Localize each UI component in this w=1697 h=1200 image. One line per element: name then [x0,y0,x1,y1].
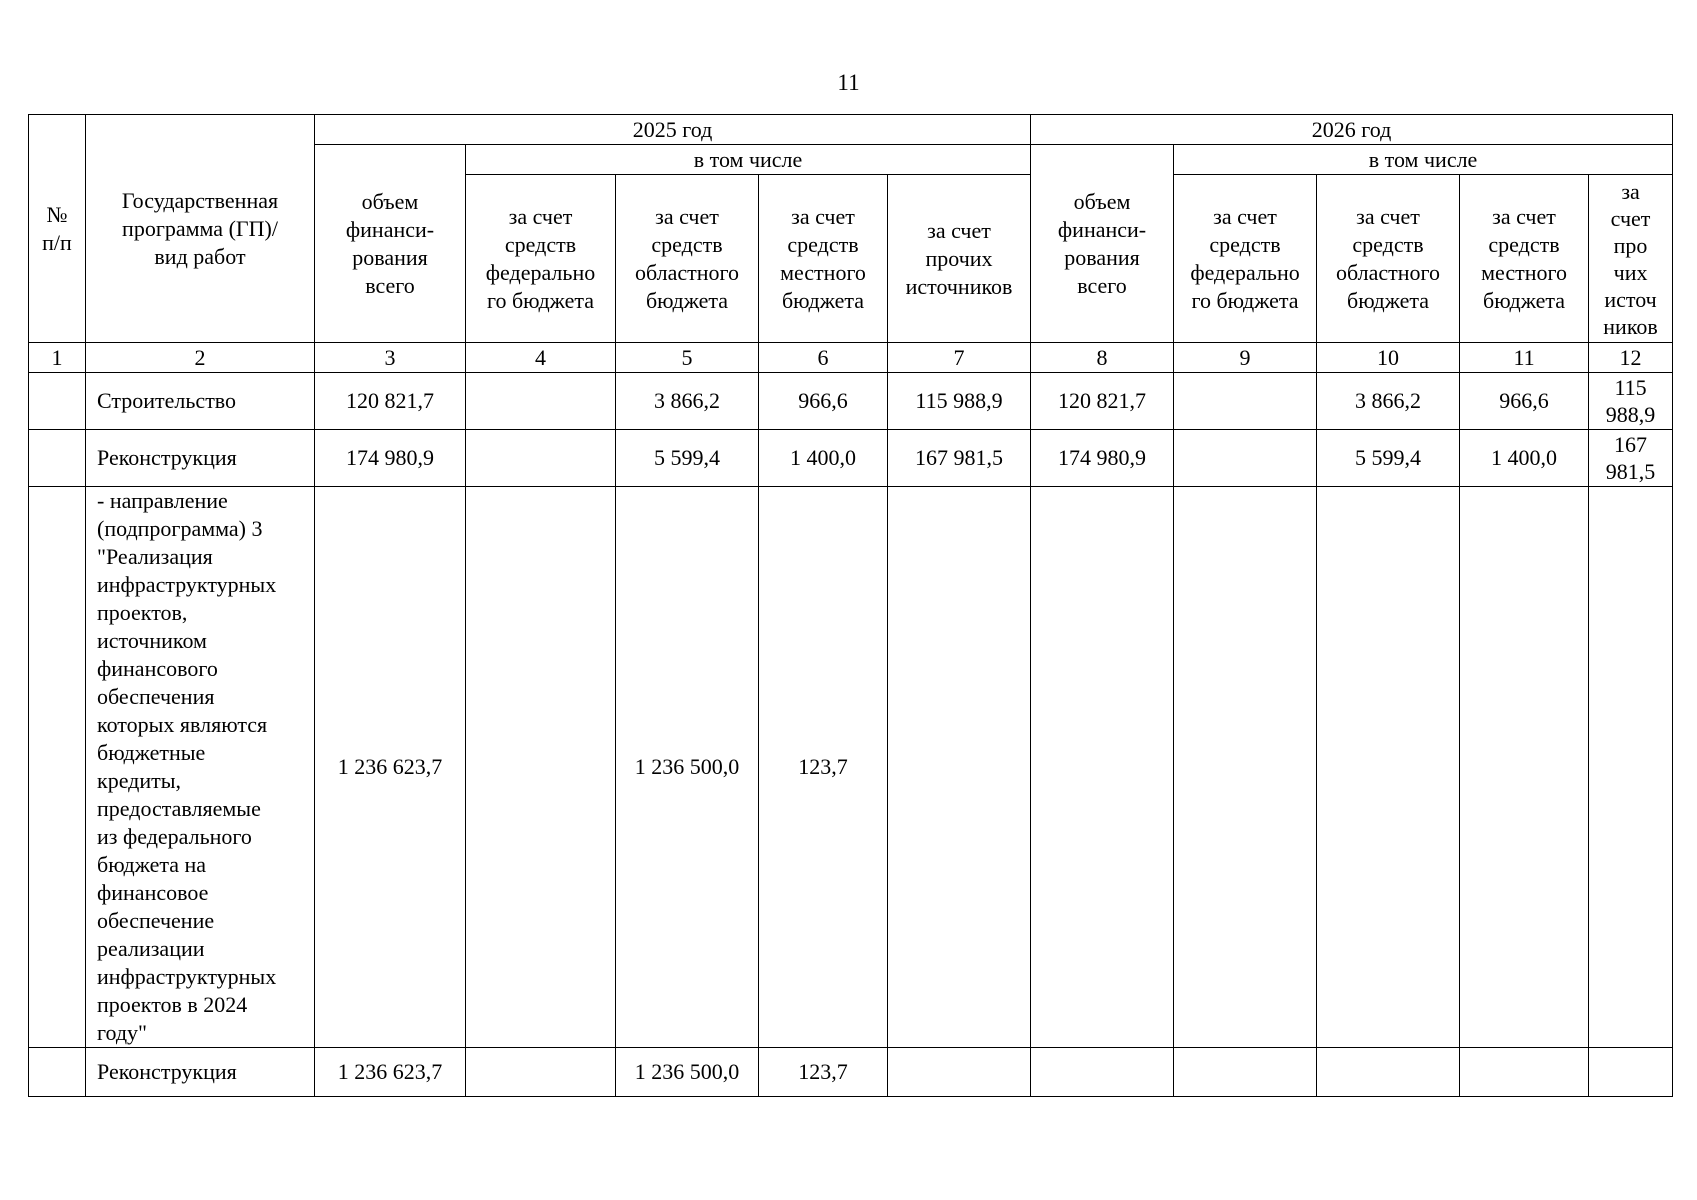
row-name-line: (подпрограмма) 3 [97,516,263,541]
row-name-line: "Реализация [97,544,213,569]
header-program-line: программа (ГП)/ [122,216,278,241]
header-federal-line: средств [504,231,577,257]
header-federal-line: федерально [1190,259,1300,285]
column-number: 2 [86,343,315,373]
row-name-line: проектов, [97,600,188,625]
header-other-line: про [1613,232,1648,258]
header-total-line: финанси- [1057,217,1147,242]
column-number: 8 [1031,343,1174,373]
header-federal-line: за счет [1213,203,1277,229]
row-name-cell: Реконструкция [86,1048,315,1097]
regional-2025-cell: 1 236 500,0 [616,1048,759,1097]
total-2025-cell: 1 236 623,7 [315,1048,466,1097]
row-name-cell [86,487,315,1048]
header-federal-2026 [1174,175,1317,343]
header-local-2026 [1460,175,1589,343]
federal-2025-cell [466,430,616,487]
header-program-cell [86,115,315,343]
header-local-2025 [759,175,888,343]
header-other-line: источников [905,273,1013,299]
header-regional-line: за счет [1356,203,1420,229]
table-row [29,430,1673,487]
header-total-line: всего [1077,273,1127,298]
header-federal-line: федерально [485,259,596,285]
other-2026-cell [1589,430,1673,487]
header-regional-line: бюджета [645,287,729,313]
column-number: 10 [1317,343,1460,373]
row-num-cell [29,487,86,1048]
column-number-row [29,343,1673,373]
header-regional-line: бюджета [1347,287,1430,313]
header-total-line: рования [352,245,428,270]
header-local-line: средств [787,231,859,257]
header-total-line: рования [1064,245,1140,270]
header-total-line: объем [1073,189,1131,214]
header-program-line: вид работ [154,244,246,269]
other-2026-line: 115 [1614,375,1647,400]
other-2026-cell [1589,487,1673,1048]
local-2026-cell [1460,1048,1589,1097]
regional-2025-cell: 5 599,4 [616,430,759,487]
row-num-cell [29,430,86,487]
column-number: 4 [466,343,616,373]
total-2026-cell [1031,1048,1174,1097]
header-total-line: финанси- [345,217,435,242]
total-2025-cell: 1 236 623,7 [315,487,466,1048]
row-name-line: году" [97,1020,148,1045]
header-local-line: местного [1481,259,1567,285]
other-2026-cell [1589,373,1673,430]
total-2026-cell: 174 980,9 [1031,430,1174,487]
column-number: 12 [1589,343,1673,373]
header-num-line: п/п [42,229,72,255]
header-local-line: средств [1488,231,1560,257]
total-2026-cell: 120 821,7 [1031,373,1174,430]
local-2025-cell: 123,7 [759,487,888,1048]
header-local-line: местного [780,259,866,285]
other-2026-line: 988,9 [1605,402,1656,427]
header-row-years [29,115,1673,145]
other-2026-line: 981,5 [1605,459,1656,484]
row-num-cell [29,1048,86,1097]
row-name-line: финансовое [97,880,209,905]
row-name-line: инфраструктурных [97,964,277,989]
header-other-line: чих [1613,259,1648,285]
header-regional-2025 [616,175,759,343]
header-other-line: ников [1603,313,1658,339]
header-local-line: за счет [1492,203,1556,229]
other-2025-cell [888,487,1031,1048]
header-num-line: № [46,201,68,227]
header-total-2026 [1031,145,1174,343]
header-regional-line: областного [634,259,740,285]
header-num-cell [29,115,86,343]
regional-2026-cell: 3 866,2 [1317,373,1460,430]
row-name-line: из федерального [97,824,252,849]
header-other-line: источ [1604,286,1657,312]
column-number: 11 [1460,343,1589,373]
row-name-cell: Строительство [86,373,315,430]
other-2026-cell [1589,1048,1673,1097]
header-other-2025 [888,175,1031,343]
regional-2026-cell: 5 599,4 [1317,430,1460,487]
row-name-line: - направление [97,488,228,513]
row-name-line: бюджета на [97,852,207,877]
header-total-2025 [315,145,466,343]
other-2025-cell [888,1048,1031,1097]
federal-2025-cell [466,1048,616,1097]
row-name-line: обеспечения [97,684,215,709]
row-name-line: которых являются [97,712,268,737]
federal-2026-cell [1174,373,1317,430]
total-2025-cell: 174 980,9 [315,430,466,487]
header-other-line: за [1621,178,1640,204]
header-other-line: счет [1610,205,1651,231]
header-federal-line: средств [1209,231,1281,257]
row-name-line: предоставляемые [97,796,261,821]
row-name-line: бюджетные [97,740,206,765]
federal-2026-cell [1174,1048,1317,1097]
header-regional-line: средств [1352,231,1424,257]
row-name-line: кредиты, [97,768,182,793]
column-number: 1 [29,343,86,373]
header-year-2026: 2026 год [1031,115,1673,145]
header-year-2025: 2025 год [315,115,1031,145]
other-2025-cell: 115 988,9 [888,373,1031,430]
local-2025-cell: 1 400,0 [759,430,888,487]
column-number: 9 [1174,343,1317,373]
column-number: 6 [759,343,888,373]
regional-2025-cell: 3 866,2 [616,373,759,430]
row-name-line: финансового [97,656,218,681]
page-number: 11 [837,70,860,95]
header-other-line: за счет [927,217,991,243]
header-local-line: бюджета [781,287,865,313]
header-total-line: всего [365,273,415,298]
header-other-2026 [1589,175,1673,343]
header-federal-line: го бюджета [486,287,594,313]
column-number: 7 [888,343,1031,373]
total-2025-cell: 120 821,7 [315,373,466,430]
row-name-line: источником [97,628,207,653]
total-2026-cell [1031,487,1174,1048]
header-federal-line: го бюджета [1191,287,1299,313]
header-other-line: прочих [925,245,993,271]
table-row [29,487,1673,1048]
header-regional-2026 [1317,175,1460,343]
column-number: 3 [315,343,466,373]
table-row [29,373,1673,430]
row-name-cell: Реконструкция [86,430,315,487]
header-program-line: Государственная [121,188,279,213]
table-row [29,1048,1673,1097]
header-local-line: за счет [791,203,855,229]
row-name-line: инфраструктурных [97,572,277,597]
row-num-cell [29,373,86,430]
local-2025-cell: 123,7 [759,1048,888,1097]
federal-2025-cell [466,487,616,1048]
budget-table [28,114,1673,1097]
header-total-line: объем [361,189,419,214]
federal-2026-cell [1174,487,1317,1048]
header-federal-line: за счет [508,203,573,229]
local-2025-cell: 966,6 [759,373,888,430]
regional-2026-cell [1317,487,1460,1048]
local-2026-cell [1460,487,1589,1048]
row-name-line: проектов в 2024 [97,992,248,1017]
header-including-2026: в том числе [1174,145,1673,175]
header-federal-2025 [466,175,616,343]
header-including-2025: в том числе [466,145,1031,175]
row-name-line: обеспечение [97,908,215,933]
header-regional-line: областного [1336,259,1441,285]
header-regional-line: средств [651,231,723,257]
row-name-line: реализации [97,936,205,961]
federal-2026-cell [1174,430,1317,487]
federal-2025-cell [466,373,616,430]
local-2026-cell: 1 400,0 [1460,430,1589,487]
other-2025-cell: 167 981,5 [888,430,1031,487]
local-2026-cell: 966,6 [1460,373,1589,430]
other-2026-line: 167 [1614,432,1648,457]
column-number: 5 [616,343,759,373]
regional-2026-cell [1317,1048,1460,1097]
regional-2025-cell: 1 236 500,0 [616,487,759,1048]
header-regional-line: за счет [655,203,719,229]
header-local-line: бюджета [1483,287,1566,313]
